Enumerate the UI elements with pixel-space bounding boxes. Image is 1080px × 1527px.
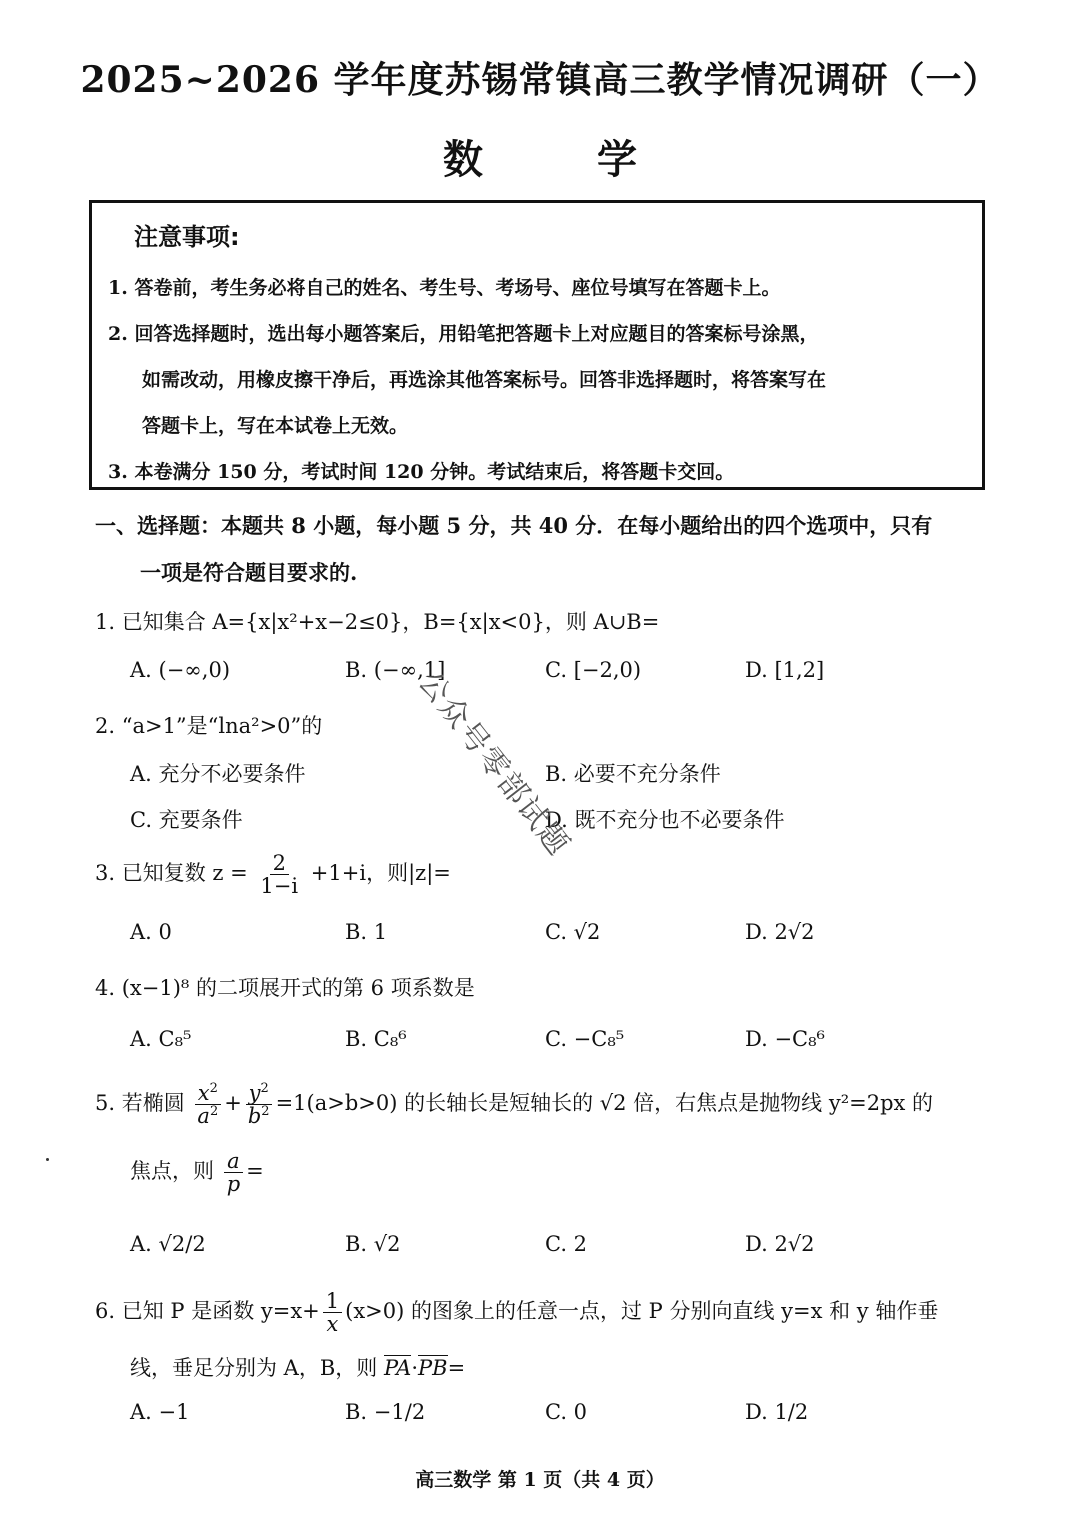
- q3-denominator: 1−i: [260, 874, 299, 899]
- q6-line2-post: =: [447, 1356, 466, 1380]
- q4-option-c: C. −C₈⁵: [545, 1027, 625, 1051]
- q4-option-d: D. −C₈⁶: [745, 1027, 825, 1051]
- question-1: 1. 已知集合 A={x|x²+x−2≤0}，B={x|x<0}，则 A∪B=: [95, 610, 660, 634]
- q5-line2-post: =: [246, 1159, 264, 1184]
- question-6: [95, 1290, 938, 1335]
- q4-option-b: B. C₈⁶: [345, 1027, 407, 1051]
- q6-fraction: $\frac{1}{x}$: [323, 1290, 342, 1335]
- notice-item-1: 1. 答卷前，考生务必将自己的姓名、考生号、考场号、座位号填写在答题卡上。: [108, 277, 781, 299]
- notice-item-2-cont2: 答题卡上，写在本试卷上无效。: [142, 415, 409, 437]
- question-3: [95, 852, 451, 897]
- q1-option-b: B. (−∞,1]: [345, 658, 446, 682]
- q5-fraction-x: $\frac{x^2}{a^2}$: [194, 1082, 221, 1127]
- q5-option-a: A. √2/2: [130, 1232, 206, 1256]
- section-heading: 一、选择题：本题共 8 小题，每小题 5 分，共 40 分．在每小题给出的四个选项中，只有: [95, 513, 933, 538]
- vector-pa: PA: [383, 1356, 412, 1380]
- q5-option-d: D. 2√2: [745, 1232, 815, 1256]
- q5-pre: 5. 若椭圆: [95, 1091, 185, 1116]
- q6-option-d: D. 1/2: [745, 1400, 809, 1424]
- q5-option-b: B. √2: [345, 1232, 401, 1256]
- q3-pre: 3. 已知复数 z =: [95, 861, 248, 886]
- q2-option-a: A. 充分不必要条件: [130, 762, 306, 786]
- q5-option-c: C. 2: [545, 1232, 588, 1256]
- question-6-cont: 线，垂足分别为 A，B，则 PA·PB=: [130, 1356, 466, 1380]
- q6-option-b: B. −1/2: [345, 1400, 426, 1424]
- scan-dot: [46, 1158, 49, 1161]
- q3-option-b: B. 1: [345, 920, 388, 944]
- q5-post: =1(a>b>0) 的长轴长是短轴长的 √2 倍，右焦点是抛物线 y²=2px 的: [275, 1091, 934, 1116]
- q3-option-a: A. 0: [130, 920, 172, 944]
- q3-fraction: [257, 852, 301, 897]
- q5-line2-pre: 焦点，则: [130, 1159, 214, 1184]
- q1-option-a: A. (−∞,0): [130, 658, 231, 682]
- q3-option-d: D. 2√2: [745, 920, 815, 944]
- watermark: 公众号零部试题: [411, 664, 577, 863]
- question-5: 5. 若椭圆 $\frac{x^2}{a^2}$ + $\frac{y^2}{b^2}$ =1(a>b>0) 的长轴长是短轴长的 √2 倍，右焦点是抛物线 y²=2px 的: [95, 1081, 934, 1129]
- q6-pre: 6. 已知 P 是函数 y=x+: [95, 1299, 320, 1324]
- q5-fraction-y: $\frac{y^2}{b^2}$: [245, 1082, 273, 1127]
- notice-box: [89, 200, 985, 490]
- vector-pb: PB: [418, 1356, 448, 1380]
- q5-fraction-ap: $\frac{a}{p}$: [224, 1150, 243, 1195]
- q4-option-a: A. C₈⁵: [130, 1027, 192, 1051]
- exam-title: 2025~2026 学年度苏锡常镇高三教学情况调研（一）: [80, 59, 1000, 101]
- q2-option-d: D. 既不充分也不必要条件: [545, 808, 785, 832]
- q6-line2-pre: 线，垂足分别为 A，B，则: [130, 1356, 378, 1380]
- q1-option-c: C. [−2,0): [545, 658, 642, 682]
- q3-numerator: 2: [270, 852, 289, 875]
- subject-title: 数 学: [443, 136, 687, 183]
- page-footer: 高三数学 第 1 页（共 4 页）: [415, 1469, 665, 1491]
- q6-option-c: C. 0: [545, 1400, 588, 1424]
- q3-post: +1+i，则|z|=: [310, 861, 451, 886]
- section-heading-cont: 一项是符合题目要求的.: [140, 560, 358, 585]
- question-5-cont: [130, 1150, 264, 1195]
- q2-option-b: B. 必要不充分条件: [545, 762, 721, 786]
- q2-option-c: C. 充要条件: [130, 808, 243, 832]
- question-2: 2. “a>1”是“lna²>0”的: [95, 714, 323, 738]
- q6-option-a: A. −1: [130, 1400, 190, 1424]
- q1-option-d: D. [1,2]: [745, 658, 825, 682]
- notice-title: 注意事项:: [134, 223, 240, 251]
- q6-post: (x>0) 的图象上的任意一点，过 P 分别向直线 y=x 和 y 轴作垂: [345, 1299, 939, 1324]
- notice-item-3: 3. 本卷满分 150 分，考试时间 120 分钟。考试结束后，将答题卡交回。: [108, 461, 735, 483]
- notice-item-2: 2. 回答选择题时，选出每小题答案后，用铅笔把答题卡上对应题目的答案标号涂黑，: [108, 323, 819, 345]
- notice-item-2-cont: 如需改动，用橡皮擦干净后，再选涂其他答案标号。回答非选择题时，将答案写在: [142, 369, 827, 391]
- q3-option-c: C. √2: [545, 920, 601, 944]
- question-4: 4. (x−1)⁸ 的二项展开式的第 6 项系数是: [95, 976, 475, 1000]
